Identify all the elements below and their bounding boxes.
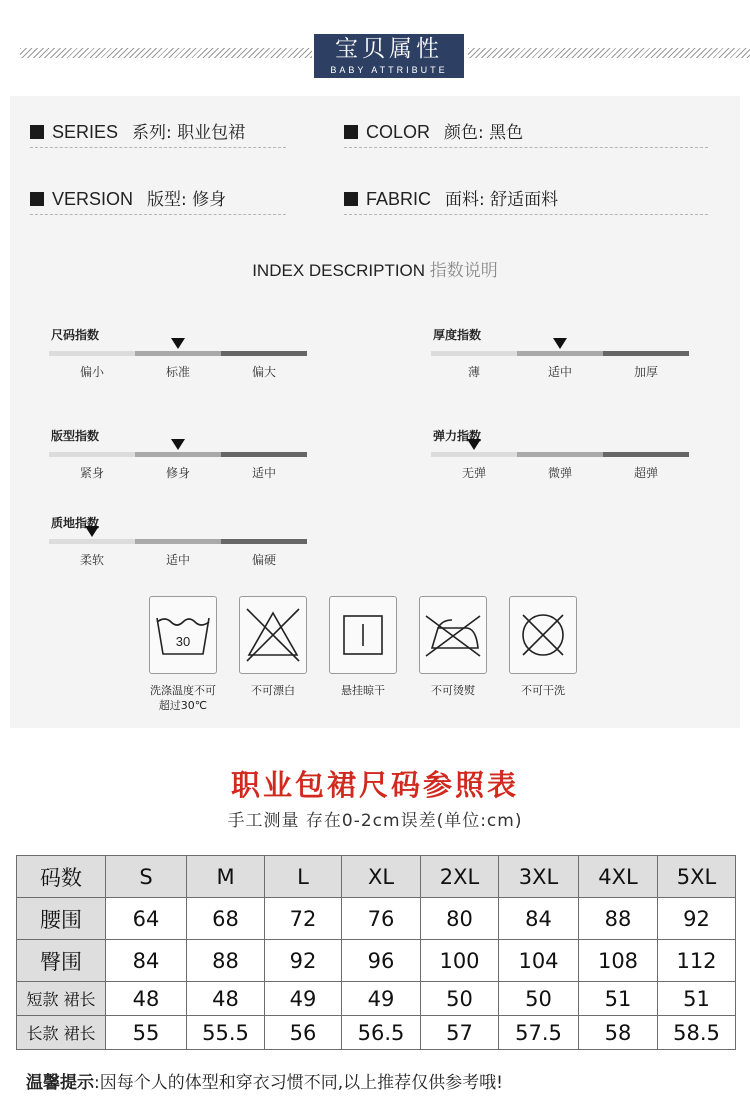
- table-cell: 84: [106, 940, 187, 982]
- table-header-cell: M: [187, 856, 265, 898]
- thickness-index-scale: [431, 326, 689, 378]
- scale-label: 柔软: [79, 553, 104, 567]
- table-cell: 72: [265, 898, 342, 940]
- scale-segment: [49, 452, 135, 457]
- scale-marker-icon: [85, 526, 99, 537]
- scale-label: 偏硬: [251, 553, 276, 567]
- table-cell: 84: [499, 898, 579, 940]
- table-cell: 58.5: [658, 1016, 736, 1050]
- table-row: [17, 898, 736, 940]
- table-header-cell: 5XL: [658, 856, 736, 898]
- table-cell: 57: [421, 1016, 499, 1050]
- scale-marker-icon: [171, 439, 185, 450]
- scale-label: 适中: [547, 365, 572, 379]
- scale-title: 弹力指数: [433, 429, 482, 443]
- attr-series: SERIES 系列: 职业包裙: [30, 118, 286, 148]
- table-header-cell: 2XL: [421, 856, 499, 898]
- size-chart-table: [16, 855, 736, 1050]
- scale-segment: [603, 351, 689, 356]
- texture-index-scale: [49, 514, 307, 566]
- table-header-cell: S: [106, 856, 187, 898]
- scale-label: 适中: [251, 466, 276, 480]
- size-chart-subtitle: 手工测量 存在0-2cm误差(单位:cm): [227, 811, 523, 831]
- table-cell: 48: [187, 982, 265, 1016]
- size-chart-title: 职业包裙尺码参照表: [230, 768, 519, 802]
- table-cell: 108: [579, 940, 658, 982]
- scale-label: 超弹: [633, 466, 658, 480]
- table-cell: 48: [106, 982, 187, 1016]
- scale-title: 厚度指数: [433, 328, 482, 342]
- table-cell: 96: [342, 940, 421, 982]
- scale-segment: [135, 351, 221, 356]
- table-row: [17, 982, 736, 1016]
- scale-marker-icon: [171, 338, 185, 349]
- scale-segment: [135, 539, 221, 544]
- scale-label: 紧身: [79, 466, 104, 480]
- table-cell: 51: [658, 982, 736, 1016]
- no-iron-icon: [419, 596, 487, 674]
- scale-title: 版型指数: [51, 429, 100, 443]
- table-cell: 51: [579, 982, 658, 1016]
- scale-label: 薄: [467, 365, 480, 379]
- no-dry-clean-icon: [509, 596, 577, 674]
- section-header-subtitle: BABY ATTRIBUTE: [330, 65, 448, 75]
- care-text: 不可烫熨: [431, 684, 475, 697]
- table-cell: 112: [658, 940, 736, 982]
- table-cell: 58: [579, 1016, 658, 1050]
- scale-segment: [517, 351, 603, 356]
- care-hang-dry: [318, 596, 408, 698]
- scale-segment: [49, 351, 135, 356]
- scale-segment: [221, 351, 307, 356]
- table-cell: 49: [342, 982, 421, 1016]
- index-description-title: INDEX DESCRIPTION 指数说明: [252, 261, 498, 281]
- table-cell: 68: [187, 898, 265, 940]
- table-header-row: [17, 856, 736, 898]
- square-bullet-icon: [30, 192, 44, 206]
- care-text: 超过30℃: [158, 699, 208, 712]
- table-row: [17, 1016, 736, 1050]
- elasticity-index-scale: [431, 427, 689, 479]
- scale-label: 微弹: [547, 466, 572, 480]
- attr-version: VERSION 版型: 修身: [30, 185, 286, 215]
- care-no-dry-clean: [498, 596, 588, 698]
- care-text: 悬挂晾干: [341, 684, 385, 697]
- row-label: 长款 裙长: [17, 1016, 106, 1050]
- scale-label: 修身: [165, 466, 190, 480]
- scale-label: 标准: [165, 365, 190, 379]
- scale-title: 尺码指数: [51, 328, 100, 342]
- care-text: 洗涤温度不可: [150, 684, 216, 697]
- table-cell: 56.5: [342, 1016, 421, 1050]
- table-cell: 80: [421, 898, 499, 940]
- attr-fabric: FABRIC 面料: 舒适面料: [344, 185, 708, 215]
- care-no-bleach: [228, 596, 318, 698]
- table-cell: 55: [106, 1016, 187, 1050]
- table-header-cell: XL: [342, 856, 421, 898]
- scale-segment: [221, 539, 307, 544]
- fit-index-scale: [49, 427, 307, 479]
- table-cell: 64: [106, 898, 187, 940]
- table-header-cell: 码数: [17, 856, 106, 898]
- care-text: 不可漂白: [251, 684, 295, 697]
- table-cell: 76: [342, 898, 421, 940]
- care-wash-30: [138, 596, 228, 713]
- section-header-title: 宝贝属性: [335, 36, 443, 62]
- scale-segment: [221, 452, 307, 457]
- no-bleach-icon: [239, 596, 307, 674]
- warm-tip: [26, 1068, 503, 1093]
- table-header-cell: L: [265, 856, 342, 898]
- table-cell: 88: [187, 940, 265, 982]
- scale-label: 偏小: [79, 365, 104, 379]
- table-cell: 49: [265, 982, 342, 1016]
- square-bullet-icon: [30, 125, 44, 139]
- scale-segment: [431, 351, 517, 356]
- square-bullet-icon: [344, 192, 358, 206]
- scale-label: 加厚: [633, 365, 658, 379]
- table-header-cell: 4XL: [579, 856, 658, 898]
- table-row: [17, 940, 736, 982]
- section-header-baby-attribute: [314, 34, 464, 78]
- table-cell: 50: [421, 982, 499, 1016]
- row-label: 短款 裙长: [17, 982, 106, 1016]
- table-cell: 92: [658, 898, 736, 940]
- scale-segment: [517, 452, 603, 457]
- table-cell: 92: [265, 940, 342, 982]
- hang-dry-icon: [329, 596, 397, 674]
- scale-label: 适中: [165, 553, 190, 567]
- scale-marker-icon: [553, 338, 567, 349]
- table-cell: 50: [499, 982, 579, 1016]
- table-cell: 88: [579, 898, 658, 940]
- table-cell: 55.5: [187, 1016, 265, 1050]
- wash-temp-label: 30: [175, 634, 191, 649]
- care-text: 不可干洗: [521, 684, 565, 697]
- scale-label: 无弹: [461, 466, 486, 480]
- scale-segment: [603, 452, 689, 457]
- square-bullet-icon: [344, 125, 358, 139]
- scale-label: 偏大: [251, 365, 276, 379]
- row-label: 臀围: [17, 940, 106, 982]
- scale-segment: [431, 452, 517, 457]
- warm-tip-label: 温馨提示: [26, 1073, 94, 1093]
- table-cell: 56: [265, 1016, 342, 1050]
- table-cell: 100: [421, 940, 499, 982]
- table-header-cell: 3XL: [499, 856, 579, 898]
- wash-30-icon: [149, 596, 217, 674]
- scale-title: 质地指数: [51, 516, 100, 530]
- scale-segment: [135, 452, 221, 457]
- scale-marker-icon: [467, 439, 481, 450]
- care-no-iron: [408, 596, 498, 698]
- attribute-panel: [10, 96, 740, 728]
- size-index-scale: [49, 326, 307, 378]
- warm-tip-text: :因每个人的体型和穿衣习惯不同,以上推荐仅供参考哦!: [94, 1073, 503, 1093]
- header-rule-left: [20, 48, 312, 58]
- attr-color: COLOR 颜色: 黑色: [344, 118, 708, 148]
- scale-segment: [49, 539, 135, 544]
- table-cell: 57.5: [499, 1016, 579, 1050]
- row-label: 腰围: [17, 898, 106, 940]
- table-cell: 104: [499, 940, 579, 982]
- header-rule-right: [468, 48, 750, 58]
